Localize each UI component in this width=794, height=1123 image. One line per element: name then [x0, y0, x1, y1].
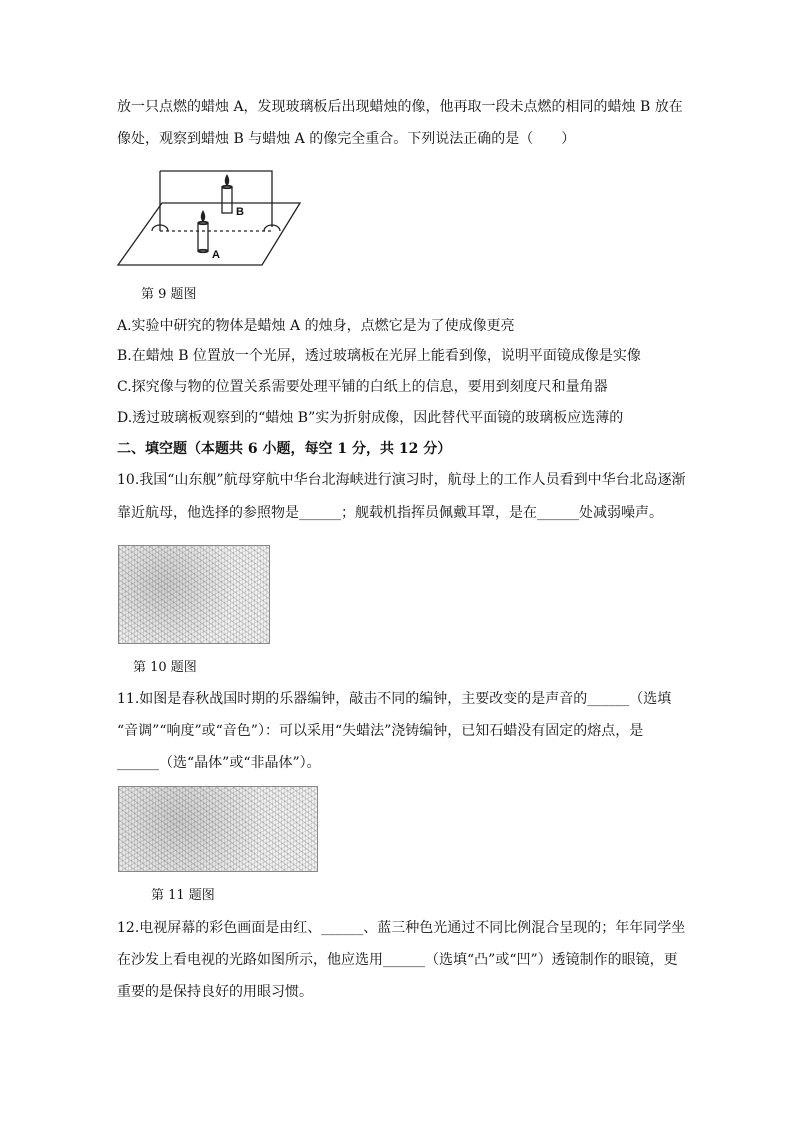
figure-9-caption: 第 9 题图 [141, 287, 197, 302]
section-2-heading: 二、填空题（本题共 6 小题，每空 1 分，共 12 分） [117, 441, 452, 457]
option-b: B.在蜡烛 B 位置放一个光屏，透过玻璃板在光屏上能看到像，说明平面镜成像是实像 [117, 348, 641, 364]
figure-11-chime-bells-photo [118, 786, 318, 872]
question-12-line-3: 重要的是保持良好的用眼习惯。 [117, 984, 313, 1000]
question-11-line-2: “音调”“响度”或“音色”）：可以采用“失蜡法”浇铸编钟，已知石蜡没有固定的熔点，是 [117, 723, 644, 739]
glass-plate [160, 171, 272, 231]
question-12-line-2: 在沙发上看电视的光路如图所示，他应选用______（选填“凸”或“凹”）透镜制作的眼镜，更 [117, 952, 678, 968]
label-a: A [212, 249, 220, 261]
option-a: A.实验中研究的物体是蜡烛 A 的烛身，点燃它是为了使成像更亮 [117, 318, 515, 334]
question-11-line-1: 11.如图是春秋战国时期的乐器编钟，敲击不同的编钟，主要改变的是声音的______（选填 [117, 691, 672, 707]
question-10-line-1: 10.我国“山东舰”航母穿航中华台北海峡进行演习时，航母上的工作人员看到中华台北岛逐渐 [117, 472, 686, 488]
table-surface [118, 203, 300, 265]
figure-10-aircraft-carrier-photo [118, 545, 270, 644]
option-c: C.探究像与物的位置关系需要处理平铺的白纸上的信息，要用到刻度尺和量角器 [117, 379, 608, 395]
figure-9-candle-mirror-diagram [114, 165, 314, 270]
candle-a [198, 223, 208, 251]
question-9-text-line-1: 放一只点燃的蜡烛 A，发现玻璃板后出现蜡烛的像，他再取一段未点燃的相同的蜡烛 B 放在 [117, 99, 683, 115]
question-11-line-3: ______（选“晶体”或“非晶体”）。 [117, 755, 321, 771]
label-b: B [236, 206, 244, 218]
question-12-line-1: 12.电视屏幕的彩色画面是由红、______、蓝三种色光通过不同比例混合呈现的；年年同学坐 [117, 920, 686, 936]
option-d: D.透过玻璃板观察到的“蜡烛 B”实为折射成像，因此替代平面镜的玻璃板应选薄的 [117, 410, 624, 426]
flame-b [225, 174, 230, 186]
candle-b [222, 187, 232, 213]
figure-10-caption: 第 10 题图 [133, 660, 197, 675]
question-9-text-line-2: 像处，观察到蜡烛 B 与蜡烛 A 的像完全重合。下列说法正确的是（ ） [117, 131, 576, 147]
flame-a [201, 210, 206, 222]
figure-11-caption: 第 11 题图 [151, 888, 215, 903]
question-10-line-2: 靠近航母，他选择的参照物是______；舰载机指挥员佩戴耳罩，是在______处减弱噪声。 [117, 505, 663, 521]
